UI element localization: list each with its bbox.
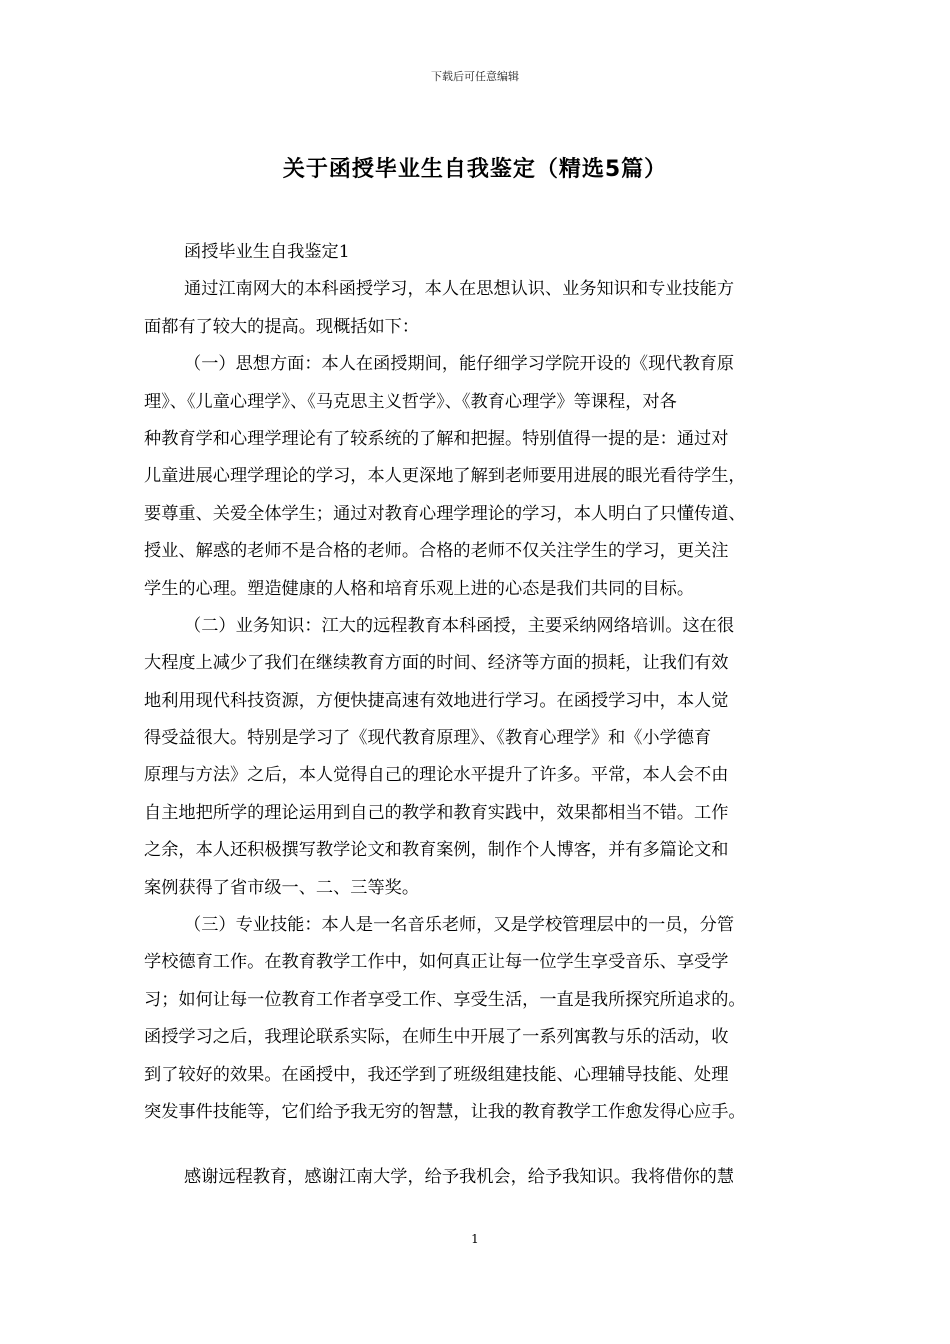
text-line: 面都有了较大的提高。现概括如下： bbox=[144, 316, 420, 337]
page-number: 1 bbox=[471, 1232, 479, 1246]
text-line: 地利用现代科技资源，方便快捷高速有效地进行学习。在函授学习中，本人觉 bbox=[144, 690, 729, 711]
document-body bbox=[144, 234, 811, 1197]
body-block-closing bbox=[144, 1159, 811, 1196]
text-line: 通过江南网大的本科函授学习，本人在思想认识、业务知识和专业技能方 bbox=[184, 279, 735, 300]
text-line: 感谢远程教育，感谢江南大学，给予我机会，给予我知识。我将借你的慧 bbox=[184, 1167, 735, 1188]
text-line: 函授学习之后，我理论联系实际，在师生中开展了一系列寓教与乐的活动，收 bbox=[144, 1027, 729, 1048]
text-line: 理》、《儿童心理学》、《马克思主义哲学》、《教育心理学》等课程，对各 bbox=[144, 391, 677, 412]
text-line: 大程度上减少了我们在继续教育方面的时间、经济等方面的损耗，让我们有效 bbox=[144, 653, 729, 674]
text-line: （二）业务知识：江大的远程教育本科函授，主要采纳网络培训。这在很 bbox=[184, 615, 735, 636]
body-block-main bbox=[144, 234, 811, 1131]
text-line: （一）思想方面：本人在函授期间，能仔细学习学院开设的《现代教育原 bbox=[184, 354, 735, 375]
text-line: 学校德育工作。在教育教学工作中，如何真正让每一位学生享受音乐、享受学 bbox=[144, 952, 729, 973]
page-header: 下载后可任意编辑 bbox=[431, 70, 519, 83]
text-line: 种教育学和心理学理论有了较系统的了解和把握。特别值得一提的是：通过对 bbox=[144, 428, 729, 449]
text-line: 案例获得了省市级一、二、三等奖。 bbox=[144, 877, 420, 898]
text-line: 自主地把所学的理论运用到自己的教学和教育实践中，效果都相当不错。工作 bbox=[144, 802, 729, 823]
text-line: 要尊重、关爱全体学生；通过对教育心理学理论的学习，本人明白了只懂传道、 bbox=[144, 503, 746, 524]
text-line: 原理与方法》之后，本人觉得自己的理论水平提升了许多。平常，本人会不由 bbox=[144, 765, 729, 786]
text-line: 到了较好的效果。在函授中，我还学到了班级组建技能、心理辅导技能、处理 bbox=[144, 1064, 729, 1085]
paragraph-gap bbox=[144, 1131, 811, 1159]
text-line: 之余，本人还积极撰写教学论文和教育案例，制作个人博客，并有多篇论文和 bbox=[144, 840, 729, 861]
text-line: 儿童进展心理学理论的学习，本人更深地了解到老师要用进展的眼光看待学生， bbox=[144, 466, 746, 487]
text-line: （三）专业技能：本人是一名音乐老师，又是学校管理层中的一员，分管 bbox=[184, 915, 735, 936]
text-line: 函授毕业生自我鉴定1 bbox=[184, 242, 350, 262]
text-line: 学生的心理。塑造健康的人格和培育乐观上进的心态是我们共同的目标。 bbox=[144, 578, 695, 599]
text-line: 授业、解惑的老师不是合格的老师。合格的老师不仅关注学生的学习，更关注 bbox=[144, 541, 729, 562]
document-title: 关于函授毕业生自我鉴定（精选5篇） bbox=[282, 157, 668, 182]
text-line: 习；如何让每一位教育工作者享受工作、享受生活，一直是我所探究所追求的。 bbox=[144, 989, 746, 1010]
text-line: 得受益很大。特别是学习了《现代教育原理》、《教育心理学》和《小学德育 bbox=[144, 728, 712, 749]
text-line: 突发事件技能等，它们给予我无穷的智慧，让我的教育教学工作愈发得心应手。 bbox=[144, 1101, 746, 1122]
